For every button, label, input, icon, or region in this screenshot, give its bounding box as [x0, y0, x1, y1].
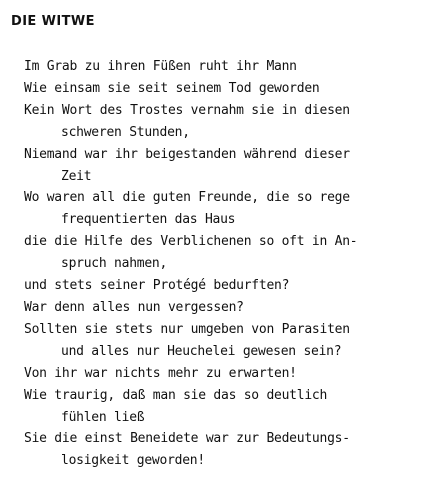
poem-line: Sollten sie stets nur umgeben von Parasiten	[24, 321, 350, 337]
poem-title: DIE WITWE	[11, 14, 95, 29]
poem-line: Wie traurig, daß man sie das so deutlich	[24, 387, 328, 403]
poem-line: War denn alles nun vergessen?	[24, 299, 244, 315]
poem-line: Wie einsam sie seit seinem Tod geworden	[24, 80, 320, 96]
poem-body	[24, 56, 414, 472]
poem-line: Von ihr war nichts mehr zu erwarten!	[24, 365, 297, 381]
poem-line-continuation: fühlen ließ	[61, 409, 145, 425]
poem-line: Niemand war ihr beigestanden während dieser	[24, 146, 350, 162]
poem-line-continuation: und alles nur Heuchelei gewesen sein?	[61, 343, 342, 359]
poem-line-continuation: schweren Stunden,	[61, 124, 190, 140]
poem-line: und stets seiner Protégé bedurften?	[24, 278, 290, 294]
poem-line: Kein Wort des Trostes vernahm sie in diesen	[24, 102, 350, 118]
poem-line-continuation: spruch nahmen,	[61, 256, 168, 272]
poem-line-continuation: frequentierten das Haus	[61, 212, 236, 228]
poem-line: Wo waren all die guten Freunde, die so rege	[24, 190, 350, 206]
poem-line-continuation: Zeit	[61, 168, 92, 184]
poem-line: Im Grab zu ihren Füßen ruht ihr Mann	[24, 59, 297, 74]
poem-line: Sie die einst Beneidete war zur Bedeutungs-	[24, 431, 350, 447]
poem-line: die die Hilfe des Verblichenen so oft in An-	[24, 234, 358, 250]
poem-line-continuation: losigkeit geworden!	[61, 453, 205, 469]
